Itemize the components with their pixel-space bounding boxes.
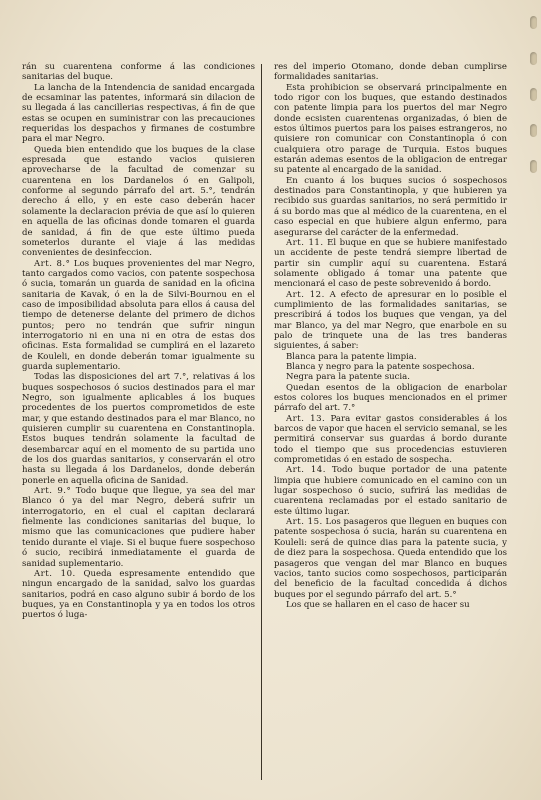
binding-hole: [530, 16, 537, 29]
paragraph: [22, 62, 255, 83]
paragraph: [274, 600, 507, 610]
paragraph-text: Los que se hallaren en el caso de hacer su: [286, 599, 470, 610]
binding-hole: [530, 52, 537, 65]
paragraph: [274, 517, 507, 600]
paragraph-text: Blanca para la patente limpia.: [286, 351, 417, 362]
paragraph-text: Queda bien entendido que los buques de la clase espresada que estando vacios quisieren aprovecharse de la facultad de comenzar su cuarentena en los Dardanelos ó en Galipoli, conforme al segundo párrafo del art. 5.°, tendrán derecho á ello, y en este caso deberán hacer solamente la declaracion prévia de que así lo quieren en aquella de las oficinas donde tomaren el guarda de sanidad, á fin de que este último pueda someterlos durante el viaje á las medidas convenientes de desinfeccion.: [22, 144, 255, 259]
paragraph: [22, 145, 255, 259]
article-number: Art. 14.: [286, 465, 326, 476]
right-column: [274, 62, 507, 610]
paragraph-text: Negra para la patente sucia.: [286, 372, 410, 383]
paragraph: [274, 362, 507, 372]
binding-holes: [528, 0, 541, 800]
article-number: Art. 9.°: [34, 486, 72, 497]
paragraph: [274, 238, 507, 290]
paragraph-text: res del imperio Otomano, donde deban cumplirse formalidades sanitarias.: [274, 62, 507, 83]
binding-hole: [530, 160, 537, 173]
paragraph-text: Todo buque portador de una patente limpia que hubiere comunicado en el camino con un lugar sospechoso ó sucio, sufrirá las medidas de cuarentena reclamadas por el estado sanitario de este último lugar.: [274, 465, 507, 517]
left-column: [22, 62, 255, 621]
paragraph-text: Para evitar gastos considerables á los barcos de vapor que hacen el servicio semanal, se les permitirá conservar sus guardas á bordo durante todo el tiempo que sus procedencias estuvieren comprometidas ó en estado de sospecha.: [274, 413, 507, 466]
paragraph: [274, 352, 507, 362]
paragraph: [22, 372, 255, 486]
paragraph: [274, 383, 507, 414]
paragraph: [22, 259, 255, 373]
paragraph: [274, 62, 507, 83]
article-number: Art. 8.°: [34, 258, 71, 269]
paragraph-text: Todo buque que llegue, ya sea del mar Blanco ó ya del mar Negro, deberá sufrir un interrogatorio, en el cual el capitan declarará fielmente las condiciones sanitarias del buque, lo mismo que las comunicaciones que pudiere haber tenido durante el viaje. Si el buque fuere sospechoso ó sucio, recibirá inmediatamente el guarda de sanidad suplementario.: [22, 486, 255, 569]
article-number: Art. 12.: [286, 289, 325, 300]
paragraph-text: Todas las disposiciones del art 7.°, relativas á los buques sospechosos ó sucios destinados para el mar Negro, son igualmente aplicables á los buques procedentes de los puertos comprometidos de este mar, y que estando destinados para el mar Blanco, no quisieren cumplir su cuarentena en Constantinopla. Estos buques tendrán solamente la facultad de desembarcar aquí en el momento de su partida uno de los dos guardas sanitarios, y conservarán el otro hasta su llegada á los Dardanelos, donde deberán ponerle en aquella oficina de Sanidad.: [22, 372, 255, 486]
binding-hole: [530, 124, 537, 137]
paragraph-text: En cuanto á los buques sucios ó sospechosos destinados para Constantinopla, y que hubieren ya recibido sus guardas sanitarios, no será permitido ir á su bordo mas que al médico de la cuarentena, en el caso especial en que hubiere algun enfermo, para asegurarse del carácter de la enfermedad.: [274, 175, 507, 238]
paragraph: [274, 414, 507, 466]
paragraph-text: rán su cuarentena conforme á las condiciones sanitarias del buque.: [22, 62, 255, 83]
paragraph: [274, 372, 507, 382]
article-number: Art. 15.: [286, 517, 323, 528]
article-number: Art. 11.: [286, 237, 324, 248]
paragraph: [22, 83, 255, 145]
paragraph: [274, 290, 507, 352]
paragraph: [274, 465, 507, 517]
paragraph-text: El buque en que se hubiere manifestado un accidente de peste tendrá siempre libertad de partir sin cumplir aquí su cuarentena. Estará solamente obligado á tomar una patente que mencionará el caso de peste sobrevenido á bordo.: [274, 237, 507, 290]
paragraph-text: Esta prohibicion se observará principalmente en todo rigor con los buques, que estando destinados con patente limpia para los puertos del mar Negro donde ecsisten cuarentenas organizadas, ó bien de estos últimos puertos para los paises estrangeros, no quisiere ron comunicar con Constantinopla ó con cualquiera otro parage de Turquia. Estos buques estarán ademas esentos de la obligacion de entregar su patente al encargado de la sanidad.: [274, 82, 507, 176]
binding-hole: [530, 88, 537, 101]
column-divider: [261, 64, 262, 780]
article-number: Art. 13.: [286, 413, 326, 424]
paragraph: [274, 176, 507, 238]
paragraph: [22, 569, 255, 621]
paragraph-text: Los buques provenientes del mar Negro, tanto cargados como vacios, con patente sospechosa ó sucia, tomarán un guarda de sanidad en la oficina sanitaria de Kavak, ó en la de Silvi-Bournou en el caso de imposibilidad absoluta para ellos á causa del tiempo de detenerse delante del primero de dichos puntos; pero no tendrán que sufrir ningun interrogatorio ni en una ni en otra de estas dos oficinas. Esta formalidad se cumplirá en el lazareto de Kouleli, en donde deberán tomar igualmente su guarda suplementario.: [22, 258, 255, 372]
paragraph-text: Queda espresamente entendido que ningun encargado de la sanidad, salvo los guardas sanitarios, podrá en caso alguno subir á bordo de los buques, ya en Constantinopla y ya en todos los otros puertos ó luga-: [22, 568, 255, 621]
article-number: Art. 10.: [34, 568, 76, 579]
paragraph: [274, 83, 507, 176]
paragraph: [22, 486, 255, 569]
paragraph-text: Los pasageros que lleguen en buques con patente sospechosa ó sucia, harán su cuarentena en Kouleli: será de quince dias para la patente sucia, y de diez para la sospechosa. Queda entendido que los pasageros que vengan del mar Blanco en buques vacios, tanto sucios como sospechosos, participarán del beneficio de la facultad concedida á dichos buques por el segundo párrafo del art. 5.°: [274, 517, 507, 600]
paragraph-text: Quedan esentos de la obligacion de enarbolar estos colores los buques mencionados en el primer párrafo del art. 7.°: [274, 382, 507, 414]
paragraph-text: La lancha de la Intendencia de sanidad encargada de ecsaminar las patentes, informará sin dilacion de su llegada á las cancillerias respectivas, á fin de que estas se ocupen en suministrar con las precauciones requeridas los despachos y firmanes de costumbre para el mar Negro.: [22, 82, 255, 145]
paragraph-text: A efecto de apresurar en lo posible el cumplimiento de las formalidades sanitarias, se prescribirá á todos los buques que vengan, ya del mar Blanco, ya del mar Negro, que enarbole en su palo de trinquete una de las tres banderas siguientes, á saber:: [274, 289, 507, 352]
paragraph-text: Blanca y negro para la patente sospechosa.: [286, 361, 475, 372]
